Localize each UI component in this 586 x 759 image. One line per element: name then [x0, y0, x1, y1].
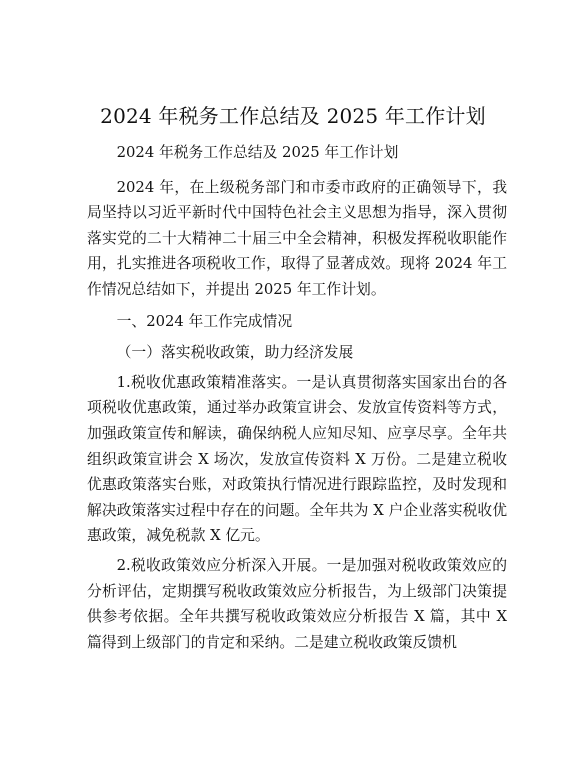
body-paragraph-2: 2.税收政策效应分析深入开展。一是加强对税收政策效应的分析评估，定期撰写税收政策效应分析报告，为上级部门决策提供参考依据。全年共撰写税收政策效应分析报告 X 篇，其中 X 篇得到上级部门的肯定和采纳。二是建立税收政策反馈机	[87, 556, 507, 651]
section-heading: 一、2024 年工作完成情况	[116, 312, 293, 330]
document-title: 2024 年税务工作总结及 2025 年工作计划	[100, 104, 486, 128]
body-paragraph-1: 1.税收优惠政策精准落实。一是认真贯彻落实国家出台的各项税收优惠政策，通过举办政策宣讲会、发放宣传资料等方式，加强政策宣传和解读，确保纳税人应知尽知、应享尽享。全年共组织政策宣讲会 X 场次，发放宣传资料 X 万份。二是建立税收优惠政策落实台账，对政策执行情况进行跟踪监控，及时发现和解决政策落实过程中存在的问题。全年共为 X 户企业落实税收优惠政策，减免税款 X 亿元。	[87, 373, 507, 545]
intro-paragraph: 2024 年，在上级税务部门和市委市政府的正确领导下，我局坚持以习近平新时代中国特色社会主义思想为指导，深入贯彻落实党的二十大精神二十届三中全会精神，积极发挥税收职能作用，扎实推进各项税收工作，取得了显著成效。现将 2024 年工作情况总结如下，并提出 2025 年工作计划。	[87, 178, 507, 298]
document-body	[87, 140, 507, 655]
subsection-heading: （一）落实税收政策，助力经济发展	[116, 344, 354, 362]
document-subtitle: 2024 年税务工作总结及 2025 年工作计划	[116, 144, 399, 161]
